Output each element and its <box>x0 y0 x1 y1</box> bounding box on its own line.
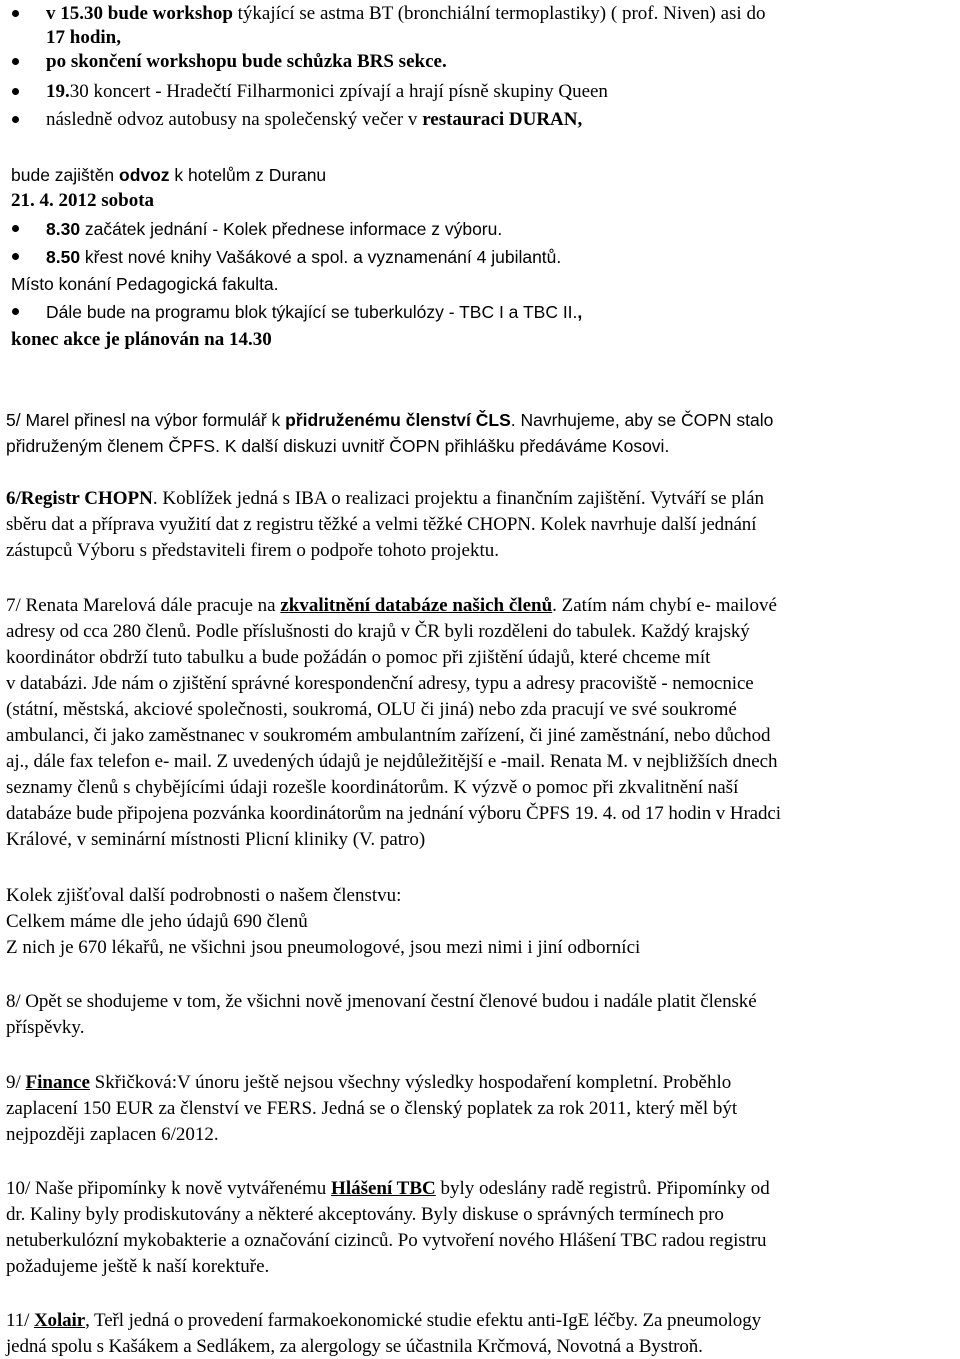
item-5-line-1 <box>6 408 773 432</box>
item-9-num: 9/ <box>6 1072 26 1093</box>
item-7-text-a: 7/ Renata Marelová dále pracuje na <box>6 595 281 616</box>
item-7-line-4: v databázi. Jde nám o zjištění správné korespondenční adresy, typu a adresy pracoviště - nemocnice <box>6 673 754 694</box>
book-text: křest nové knihy Vašákové a spol. a vyznamenání 4 jubilantů. <box>80 247 562 267</box>
hotel-text-a: bude zajištěn <box>11 165 119 185</box>
item-10-line-2: dr. Kaliny byly prodiskutovány a některé akceptovány. Byly diskuse o správných termínech pro <box>6 1204 724 1225</box>
workshop-label: bude workshop <box>107 3 233 24</box>
item-6-line-3: zástupců Výboru s představiteli firem o podpoře tohoto projektu. <box>6 540 500 561</box>
program-line-tbc <box>46 300 582 324</box>
item-7-line-9: databáze bude připojena pozvánka koordinátorům na jednání výboru ČPFS 19. 4. od 17 hodin v Hradci <box>6 803 781 824</box>
item-7-line-2: adresy od cca 280 členů. Podle příslušnosti do krajů v ČR byli rozděleni do tabulek. Každý krajský <box>6 621 750 642</box>
program-line-transport <box>46 108 582 132</box>
tbc-comma: , <box>577 302 583 322</box>
venue-line: Místo konání Pedagogická fakulta. <box>11 274 279 294</box>
workshop-text: týkající se astma BT (bronchiální termoplastiky) ( prof. Niven) asi do <box>232 3 766 24</box>
item-9-line-2: zaplacení 150 EUR za členství ve FERS. Jedná se o členský poplatek za rok 2011, který měl být <box>6 1098 738 1119</box>
start-time: 8.30 <box>46 219 81 239</box>
item-7-title: zkvalitnění databáze našich členů <box>280 595 553 616</box>
item-10-line-4: požadujeme ještě k naší korektuře. <box>6 1256 270 1277</box>
item-9-line-1 <box>6 1071 731 1095</box>
item-7-line-5: (státní, městská, akciové společnosti, soukromá, OLU či jiná) nebo zda pracují ve své soukromé <box>6 699 737 720</box>
members-line-1: Kolek zjišťoval další podrobnosti o našem členstvu: <box>6 885 402 906</box>
item-6-text: . Koblížek jedná s IBA o realizaci projektu a finančním zajištění. Vytváří se plán <box>152 488 765 509</box>
members-line-2: Celkem máme dle jeho údajů 690 členů <box>6 911 308 932</box>
item-5-text-a: 5/ Marel přinesl na výbor formulář k <box>6 410 286 430</box>
book-time: 8.50 <box>46 247 81 267</box>
program-line-brs <box>46 50 447 74</box>
item-7-line-6: ambulanci, či jako zaměstnanec v soukromém ambulantním zařízení, či jiné zaměstnání, nebo důchod <box>6 725 771 746</box>
item-9-title: Finance <box>25 1072 90 1093</box>
program-line-book <box>46 245 561 269</box>
members-line-3: Z nich je 670 lékařů, ne všichni jsou pneumologové, jsou mezi nimi i jiní odborníci <box>6 937 641 958</box>
item-6-line-2: sběru dat a příprava využití dat z registru těžké a velmi těžké CHOPN. Kolek navrhuje další jednání <box>6 514 757 535</box>
item-8-line-2: příspěvky. <box>6 1017 85 1038</box>
item-11-line-2: jedná spolu s Kašákem a Sedlákem, za alergology se účastnila Krčmová, Novotná a Bystroň. <box>6 1336 703 1357</box>
item-10-title: Hlášení TBC <box>331 1178 436 1199</box>
item-6-line-1 <box>6 487 764 511</box>
program-line-concert <box>46 80 608 104</box>
restaurant-name: restauraci DURAN, <box>422 109 583 130</box>
saturday-heading: 21. 4. 2012 sobota <box>11 190 155 211</box>
hotel-text-bold: odvoz <box>119 165 170 185</box>
concert-time: 19. <box>46 81 70 102</box>
item-10-line-3: netuberkulózní mykobakterie a označování cizinců. Po vytvoření nového Hlášení TBC radou registru <box>6 1230 767 1251</box>
item-11-num: 11/ <box>6 1310 34 1331</box>
item-5-line-2: přidruženým členem ČPFS. K další diskuzi uvnitř ČOPN přihlášku předáváme Kosovi. <box>6 436 670 456</box>
item-10-line-1 <box>6 1177 770 1201</box>
item-7-line-8: seznamy členů s chybějícími údaji rozešle koordinátorům. K výzvě o pomoc při zkvalitnění naší <box>6 777 739 798</box>
hotel-text-c: k hotelům z Duranu <box>169 165 327 185</box>
transport-text: následně odvoz autobusy na společenský večer v <box>46 109 423 130</box>
item-6-num: 6/ <box>6 488 21 509</box>
program-line-start <box>46 217 502 241</box>
item-7-line-10: Králové, v seminární místnosti Plicní kliniky (V. patro) <box>6 829 426 850</box>
program-line-workshop-cont: 17 hodin, <box>46 27 121 48</box>
tbc-text: Dále bude na programu blok týkající se tuberkulózy - TBC I a TBC II. <box>46 302 578 322</box>
end-line: konec akce je plánován na 14.30 <box>11 329 272 350</box>
item-7-line-3: koordinátor obdrží tuto tabulku a bude požádán o pomoc při zjištění údajů, které chceme mít <box>6 647 711 668</box>
item-11-text: , Teřl jedná o provedení farmakoekonomické studie efektu anti-IgE léčby. Za pneumology <box>85 1310 762 1331</box>
item-7-line-1 <box>6 594 777 618</box>
item-10-text-a: 10/ Naše připomínky k nově vytvářenému <box>6 1178 332 1199</box>
brs-text: po skončení workshopu bude schůzka BRS sekce. <box>46 51 447 72</box>
program-line-workshop <box>46 2 765 26</box>
item-7-line-7: aj., dále fax telefon e- mail. Z uvedených údajů je nejdůležitější e -mail. Renata M. v nejbližších dnech <box>6 751 778 772</box>
item-10-text-c: byly odeslány radě registrů. Připomínky od <box>435 1178 770 1199</box>
time-label: v 15.30 <box>46 3 103 24</box>
item-11-title: Xolair <box>33 1310 86 1331</box>
start-text: začátek jednání - Kolek přednese informace z výboru. <box>80 219 503 239</box>
item-5-bold: přidruženému členství ČLS <box>285 410 511 430</box>
item-11-line-1 <box>6 1309 761 1333</box>
item-7-text-c: . Zatím nám chybí e- mailové <box>552 595 777 616</box>
item-9-line-3: nejpozději zaplacen 6/2012. <box>6 1124 219 1145</box>
concert-text: 30 koncert - Hradečtí Filharmonici zpívají a hrají písně skupiny Queen <box>69 81 608 102</box>
item-6-title: Registr CHOPN <box>20 488 153 509</box>
item-5-text-c: . Navrhujeme, aby se ČOPN stalo <box>510 410 774 430</box>
item-9-text: Skřičková:V únoru ještě nejsou všechny výsledky hospodaření kompletní. Proběhlo <box>89 1072 732 1093</box>
program-line-hotel <box>11 163 326 187</box>
item-8-line-1: 8/ Opět se shodujeme v tom, že všichni nově jmenovaní čestní členové budou i nadále platit členské <box>6 991 757 1012</box>
